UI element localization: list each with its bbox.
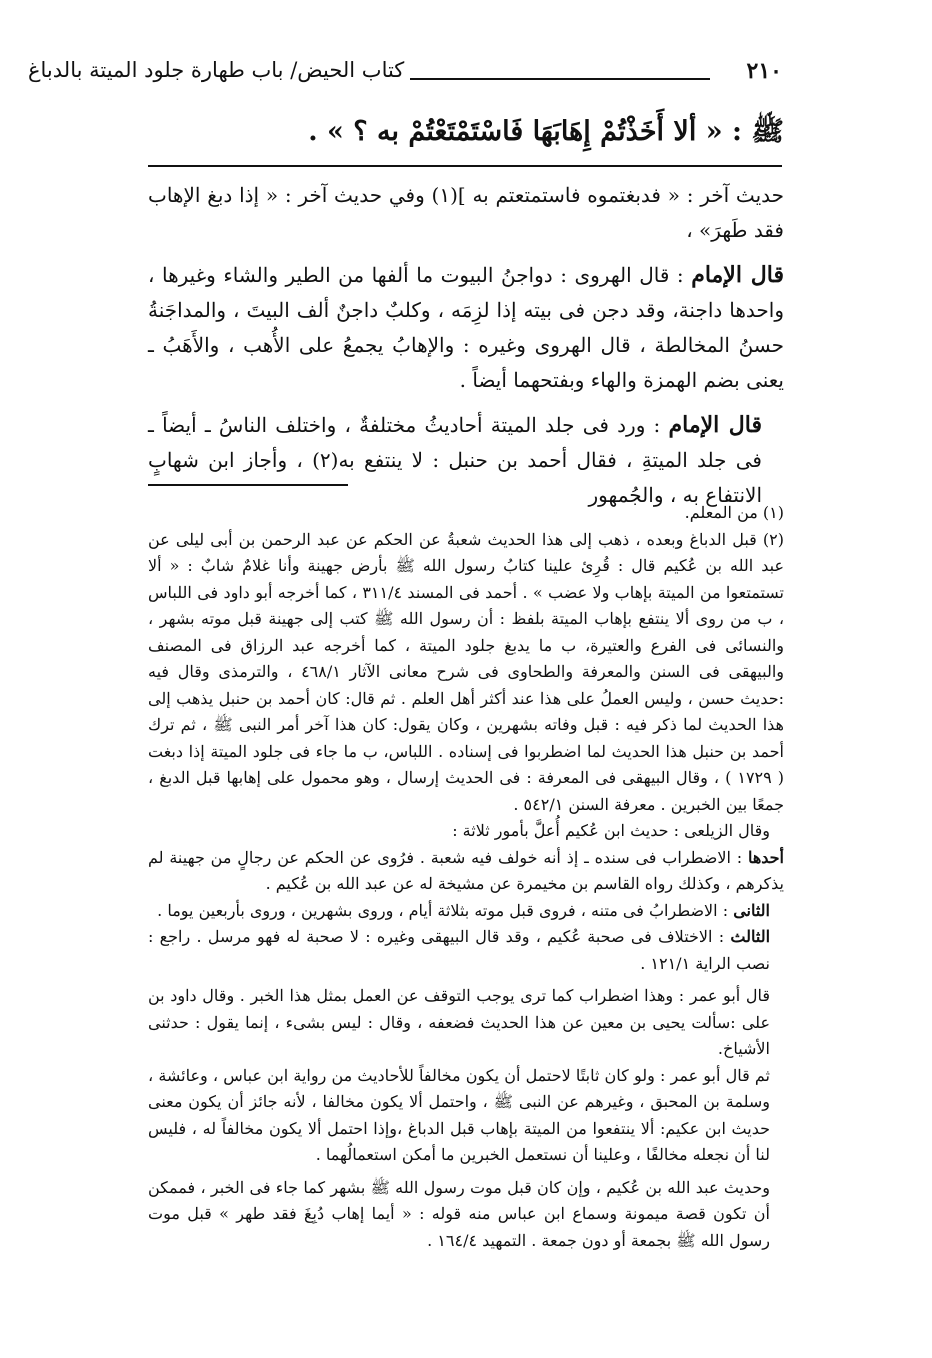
footnote-text: قال أبو عمر : وهذا اضطراب كما ترى يوجب التوقف عن العمل بمثل هذا الخبر . وقال داود بن على :سألت يحيى بن معين عن هذا الحديث فضعفه ، وقال : ليس بشىء ، إنما يقول : حدثنى الأشياخ. <box>148 986 771 1058</box>
footnote-text: وحديث عبد الله بن عُكيم ، وإن كان قبل موت رسول الله ﷺ بشهر كما جاء فى الخبر ، فممكن أن تكون قصة ميمونة وسماع ابن عباس منه قوله : « أيما إهاب دُبِغَ فقد طهر » قبل موت رسول الله ﷺ بجمعة أو دون جمعة . التمهيد ١٦٤/٤ . <box>148 1177 771 1250</box>
footnotes <box>148 500 784 1254</box>
footnote <box>148 1175 784 1255</box>
footnote-label: الثالث <box>730 927 771 946</box>
header-title: كتاب الحيض/ باب طهارة جلود الميتة بالدباغ <box>28 58 405 82</box>
header-rule <box>410 78 710 80</box>
footnote <box>148 983 784 1063</box>
paragraph-text: حديث آخر : « فدبغتموه فاستمتعتم به ](١) وفي حديث آخر : « إذا دبغ الإهاب فقد طَهرَ» ، <box>148 183 784 242</box>
paragraph-text: : ورد فى جلد الميتة أحاديثُ مختلفةٌ ، واختلف الناسُ ـ أيضاً ـ فى جلد الميتةِ ، فقال أحمد بن حنبل : لا ينتفع به(٢) ، وأجاز ابن شهابٍ الانتفاع به ، والجُمهور <box>148 413 762 507</box>
footnote <box>148 818 784 845</box>
footnote-text: وقال الزيلعى : حديث ابن عُكيم أُعلَّ بأمور ثلاثة : <box>452 821 770 840</box>
footnote <box>148 1063 784 1169</box>
footnote <box>148 845 784 898</box>
footnote-rule <box>148 484 348 486</box>
main-paragraph <box>148 408 784 513</box>
footnote-text: (٢) قبل الدباغ وبعده ، ذهب إلى هذا الحديث شعبةُ عن الحكم عن عبد الرحمن بن أبى ليلى عن عبد الله بن عُكيم قال : قُرِئ علينا كتابُ رسول الله ﷺ بأرض جهينة وأنا غلامٌ شابٌ : « ألا تستمتعوا من الميتة بإهاب ولا عضب » . أحمد فى المسند ٣١١/٤ ، كما أخرجه أبو داود فى اللباس ، ب من روى ألا ينتفع بإهاب الميتة بلفظ : أن رسول الله ﷺ كتب إلى جهينة قبل موته بشهر ، والنسائى فى الفرع والعتيرة، ب ما يدبغ جلود الميتة ، كما أخرجه عبد الرزاق فى المصنف والبيهقى فى السنن والمعرفة والطحاوى فى شرح معانى الآثار ٤٦٨/١ ، والترمذى وقال فيه :حديث حسن ، وليس العملُ على هذا عند أكثر أهل العلم . ثم قال: كان أحمد بن حنبل يذهب إلى هذا الحديث لما ذكر فيه : قبل وفاته بشهرين ، وكان يقول: كان هذا آخر أمر النبى ﷺ ، ثم ترك أحمد بن حنبل هذا الحديث لما اضطربوا فى إسناده . اللباس، ب ما جاء فى جلود الميتة إذا دبغت ( ١٧٢٩ ) ، وقال البيهقى فى المعرفة : فى الحديث إرسال ، وهو محمول على إهابها قبل الدبغ ، جمعًا بين الخبرين . معرفة السنن ٥٤٢/١ . <box>148 529 785 814</box>
footnote-text: ثم قال أبو عمر : ولو كان ثابتًا لاحتمل أن يكون مخالفاً للأحاديث من رواية ابن عباس ، وعائشة ، وسلمة بن المحبق ، وغيرهم عن النبى ﷺ ، واحتمل ألا يكون مخالفا ، لأنه جائز أن يكون معنى حديث ابن عكيم: ألا ينتفعوا من الميتة بإهاب قبل الدباغ ،وإذا احتمل ألا يكون مخالفاً له ، فليس لنا أن نجعله مخالفًا ، وعلينا أن نستعمل الخبرين ما أمكن استعمالُهما . <box>148 1065 771 1164</box>
footnote <box>148 500 784 527</box>
footnote-text: : الاضطراب فى سنده ـ إذ أنه خولف فيه شعبة . فرُوى عن الحكم عن رجالٍ من جهينة لم يذكرهم ، وكذلك رواه القاسم بن مخيمرة عن مشيخة له عن عبد الله بن عُكيم . <box>148 847 784 893</box>
paragraph-label: قال الإمام <box>691 262 785 288</box>
page-number: ٢١٠ <box>746 58 782 84</box>
footnote-label: الثانى <box>733 900 770 920</box>
hadith-quote: ﷺ : « ألا أَخَذْتُمْ إِهَابَهَا فَاسْتَمْتَعْتُمْ به ؟ » . <box>308 116 784 147</box>
footnote-label: أحدها <box>747 847 784 867</box>
footnote <box>148 898 784 925</box>
paragraph-label: قال الإمام <box>668 412 762 438</box>
running-header <box>28 58 782 92</box>
main-paragraph <box>148 178 784 248</box>
footnote <box>148 924 784 977</box>
main-text <box>148 178 784 513</box>
footnote-text: : الاضطرابُ فى متنه ، فروى قبل موته بثلاثة أيام ، وروى بشهرين ، وروى بأربعين يوما . <box>157 900 729 920</box>
footnote <box>148 527 784 819</box>
section-rule <box>148 165 782 167</box>
footnote-text: (١) من المعلم. <box>684 503 784 522</box>
footnote-text: : الاختلاف فى صحبة عُكيم ، وقد قال البيهقى وغيره : لا صحبة له فهو مرسل . راجع : نصب الراية ١٢١/١ . <box>148 927 770 973</box>
paragraph-text: : قال الهروى : دواجنُ البيوت ما ألفها من الطير والشاء وغيرها ، واحدها داجنة، وقد دجن فى بيته إذا لزِمَه ، وكلبٌ داجنٌ ألف البيتَ ، والمداجَنةُ حسنُ المخالطة ، قال الهروى وغيره : والإهابُ يجمعُ على الأُهب ، والأَهَبُ ـ يعنى بضم الهمزة والهاء وبفتحهما أيضاً . <box>148 263 784 392</box>
main-paragraph <box>148 258 784 398</box>
